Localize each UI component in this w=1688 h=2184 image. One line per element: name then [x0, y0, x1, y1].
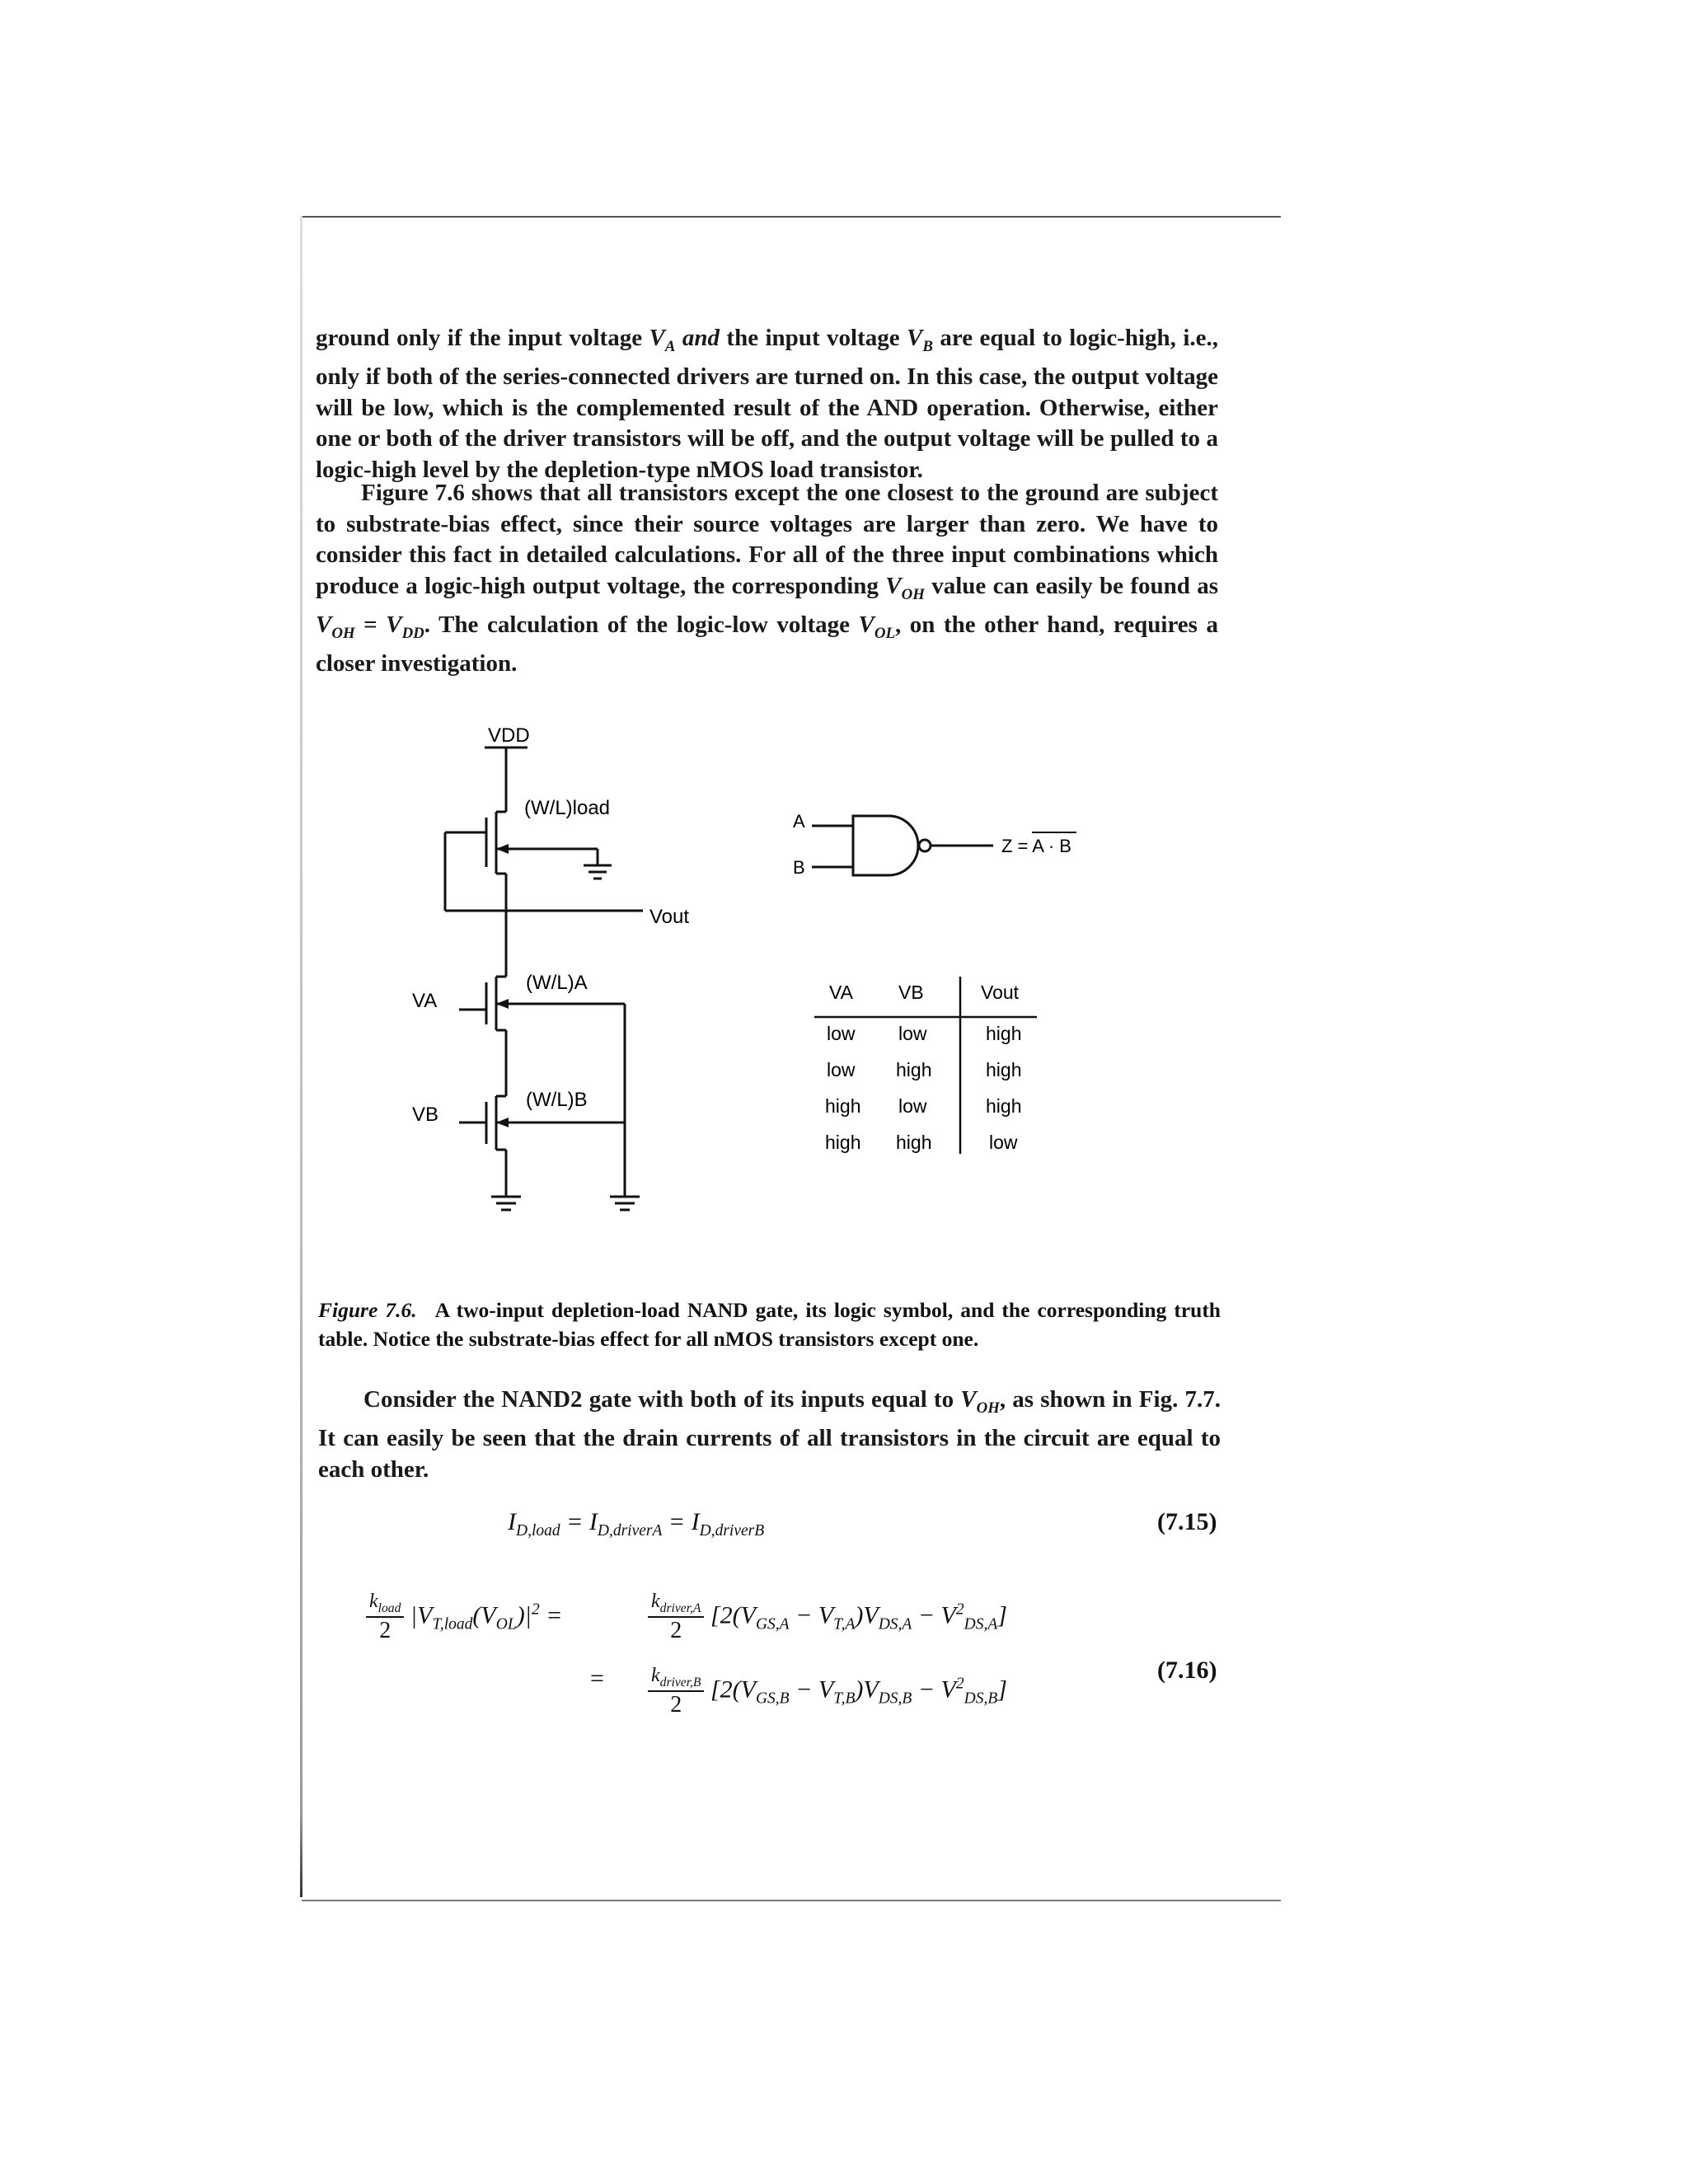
- svg-text:high: high: [896, 1132, 932, 1153]
- gate-output-label: Z = A · B: [1001, 836, 1071, 856]
- svg-text:low: low: [898, 1095, 927, 1117]
- svg-text:low: low: [827, 1059, 856, 1080]
- load-wl-label: (W/L)load: [524, 797, 611, 819]
- gate-input-a: A: [793, 811, 805, 832]
- paragraph-2: Figure 7.6 shows that all transistors except the one closest to the ground are subject to substrate-bias effect, since their source voltages are larger than zero. We have to consider this fact in detailed calculations. For all of the three input combinations which produce a logic-high output voltage, the corresponding $V_{OH}$ value can easily be found as $V_{OH} = V_{DD}$. The calculation of the logic-low voltage $V_{OL}$, on the other hand, requires a closer investigation.: [316, 480, 1218, 677]
- svg-text:low: low: [989, 1132, 1018, 1153]
- input-b-label: VB: [412, 1104, 439, 1126]
- caption-text: A two-input depletion-load NAND gate, its logic symbol, and the corresponding truth table. Notice the substrate-bias effect for all nMOS transistors except one.: [318, 1298, 1221, 1351]
- equation-7-15: $I_{D,load} = I_{D,driverA} = I_{D,driverB}$: [508, 1508, 765, 1540]
- input-a-label: VA: [412, 990, 438, 1012]
- equation-7-16-line2: =: [590, 1665, 604, 1692]
- driver-b-wl-label: (W/L)B: [526, 1089, 588, 1111]
- svg-text:high: high: [896, 1059, 932, 1080]
- vdd-label: VDD: [488, 724, 530, 747]
- figure-caption: [318, 1296, 1221, 1353]
- driver-a-wl-label: (W/L)A: [526, 972, 588, 994]
- svg-text:Vout: Vout: [981, 982, 1020, 1003]
- svg-text:low: low: [827, 1023, 856, 1044]
- equation-7-16-line1: $\frac{k_{load}}{2}$ $|V_{T,load}(V_{OL})|^2$ =: [366, 1591, 562, 1644]
- svg-text:high: high: [825, 1095, 861, 1117]
- vout-label: Vout: [649, 906, 690, 928]
- eq-number-7-16: (7.16): [1157, 1657, 1217, 1684]
- paragraph-1: ground only if the input voltage $V_A$ and the input voltage $V_B$ are equal to logic-high, i.e., only if both of the series-connected drivers are turned on. In this case, the output voltage will be low, which is the complemented result of the AND operation. Otherwise, either one or both of the driver transistors will be off, and the output voltage will be pulled to a logic-high level by the depletion-type nMOS load transistor.: [316, 325, 1219, 483]
- svg-text:high: high: [986, 1023, 1022, 1044]
- truth-table: [825, 982, 1021, 1153]
- eq-number-7-15: (7.15): [1157, 1508, 1217, 1535]
- equation-7-16-rhs1: $\frac{k_{driver,A}}{2}$ $[2(V_{GS,A} - V_{T,A})V_{DS,A} - V^2_{DS,A}]$: [648, 1591, 1007, 1644]
- caption-label: Figure 7.6.: [318, 1298, 417, 1322]
- svg-text:high: high: [986, 1059, 1022, 1080]
- gate-input-b: B: [793, 857, 805, 878]
- svg-text:low: low: [898, 1023, 927, 1044]
- svg-text:high: high: [825, 1132, 861, 1153]
- svg-text:VA: VA: [829, 982, 853, 1003]
- paragraph-3: Consider the NAND2 gate with both of its inputs equal to $V_{OH}$, as shown in Fig. 7.7. It can easily be seen that the drain currents of all transistors in the circuit are equal to each other.: [318, 1386, 1221, 1483]
- equation-7-16-rhs2: $\frac{k_{driver,B}}{2}$ $[2(V_{GS,B} - V_{T,B})V_{DS,B} - V^2_{DS,B}]$: [648, 1665, 1007, 1718]
- svg-text:high: high: [986, 1095, 1022, 1117]
- svg-text:VB: VB: [898, 982, 924, 1003]
